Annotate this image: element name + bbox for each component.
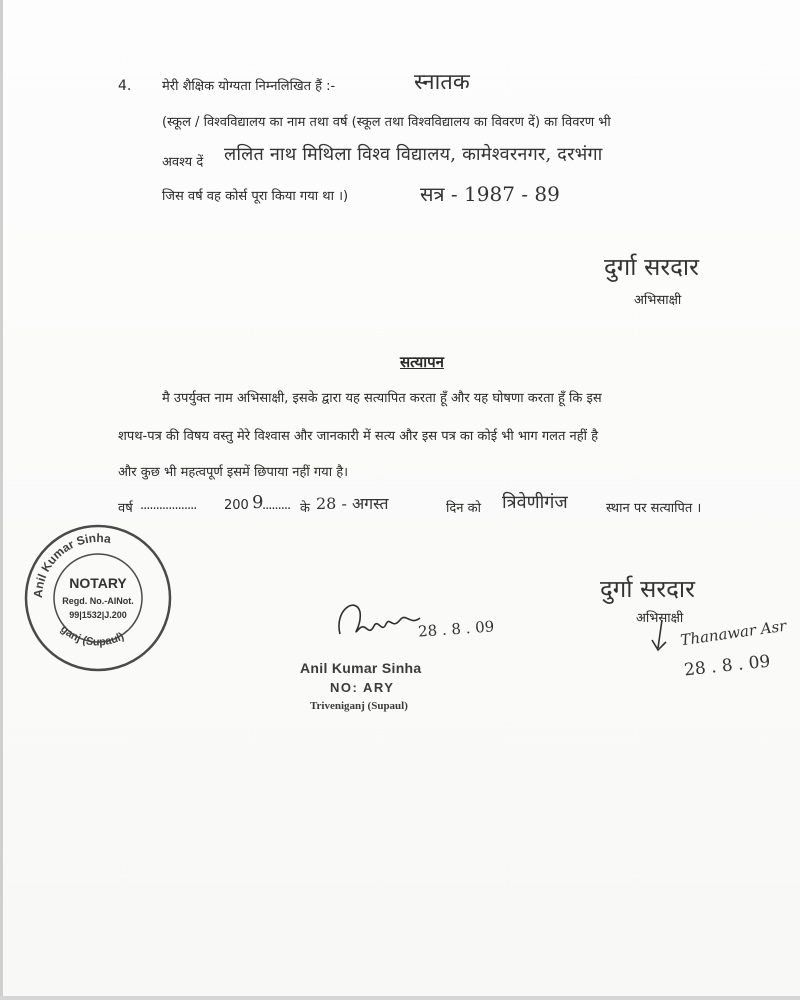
date-line-din-ko: दिन को [446,501,481,516]
qualification-handwritten: स्नातक [414,70,470,95]
deponent-signature-1: दुर्गा सरदार [604,253,699,281]
session-handwritten: सत्र - 1987 - 89 [420,182,560,206]
deponent-label-1: अभिसाक्षी [634,293,682,308]
notary-round-stamp [22,522,174,674]
stamp-center-title: NOTARY [69,575,127,591]
verification-para-line1: मै उपर्युक्त नाम अभिसाक्षी, इसके द्वारा यह सत्यापित करता हूँ और यह घोषणा करता हूँ कि इस [162,391,602,406]
date-line-suffix: स्थान पर सत्यापित । [606,501,702,516]
date-line-dots1: .................. [140,498,197,513]
stamp-ring-text: Anil Kumar Sinha [30,530,113,599]
date-line-dots2: ......... [262,498,291,513]
date-line-ke: के [300,501,310,516]
line4-prefix: जिस वर्ष वह कोर्स पूरा किया गया था ।) [162,189,349,204]
verification-para-line2: शपथ-पत्र की विषय वस्तु मेरे विश्वास और जानकारी में सत्य और इस पत्र का कोई भी भाग गलत नहीं है [118,429,599,444]
date-line-year-handwritten: 9 [252,492,264,513]
stamp-bottom-text: ganj (Supaul) [58,623,127,649]
item-prompt: मेरी शैक्षिक योग्यता निम्नलिखित हैं :- [162,79,336,94]
identifier-signature: Thanawar Asr [679,616,788,650]
stamp-number: 99|1532|J.200 [69,610,127,620]
identifier-date-handwritten: 28 . 8 . 09 [683,651,772,681]
date-line-place-handwritten: त्रिवेणीगंज [502,492,568,513]
verification-heading: सत्यापन [400,353,444,371]
verification-para-line3: और कुछ भी महत्वपूर्ण इसमें छिपाया नहीं गया है। [118,465,349,480]
instruction-line: (स्कूल / विश्वविद्यालय का नाम तथा वर्ष (स्कूल तथा विश्वविद्यालय का विवरण दें) का विवरण भी [162,115,611,130]
identification-arrow [644,618,674,658]
notary-title: NO: ARY [330,680,395,695]
deponent-signature-2: दुर्गा सरदार [600,575,695,603]
scan-bottom-edge [0,996,800,1000]
date-line-date-handwritten: 28 - अगस्त [316,494,389,513]
notary-block [290,590,500,720]
notary-place: Triveniganj (Supaul) [310,700,408,712]
date-line-year-prefix: 200 [224,498,249,513]
notary-name: Anil Kumar Sinha [300,660,422,676]
date-line-varsh: वर्ष [118,501,133,516]
stamp-regd: Regd. No.-AINot. [62,596,134,606]
line3-prefix: अवश्य दें [162,155,204,170]
scan-edge [0,0,3,1000]
deponent-label-2: अभिसाक्षी [636,611,684,626]
university-handwritten: ललित नाथ मिथिला विश्व विद्यालय, कामेश्वरनगर, दरभंगा [224,144,603,165]
item-number: 4. [118,78,132,94]
notary-signature-date: 28 . 8 . 09 [417,617,495,641]
notary-signature [330,590,440,650]
